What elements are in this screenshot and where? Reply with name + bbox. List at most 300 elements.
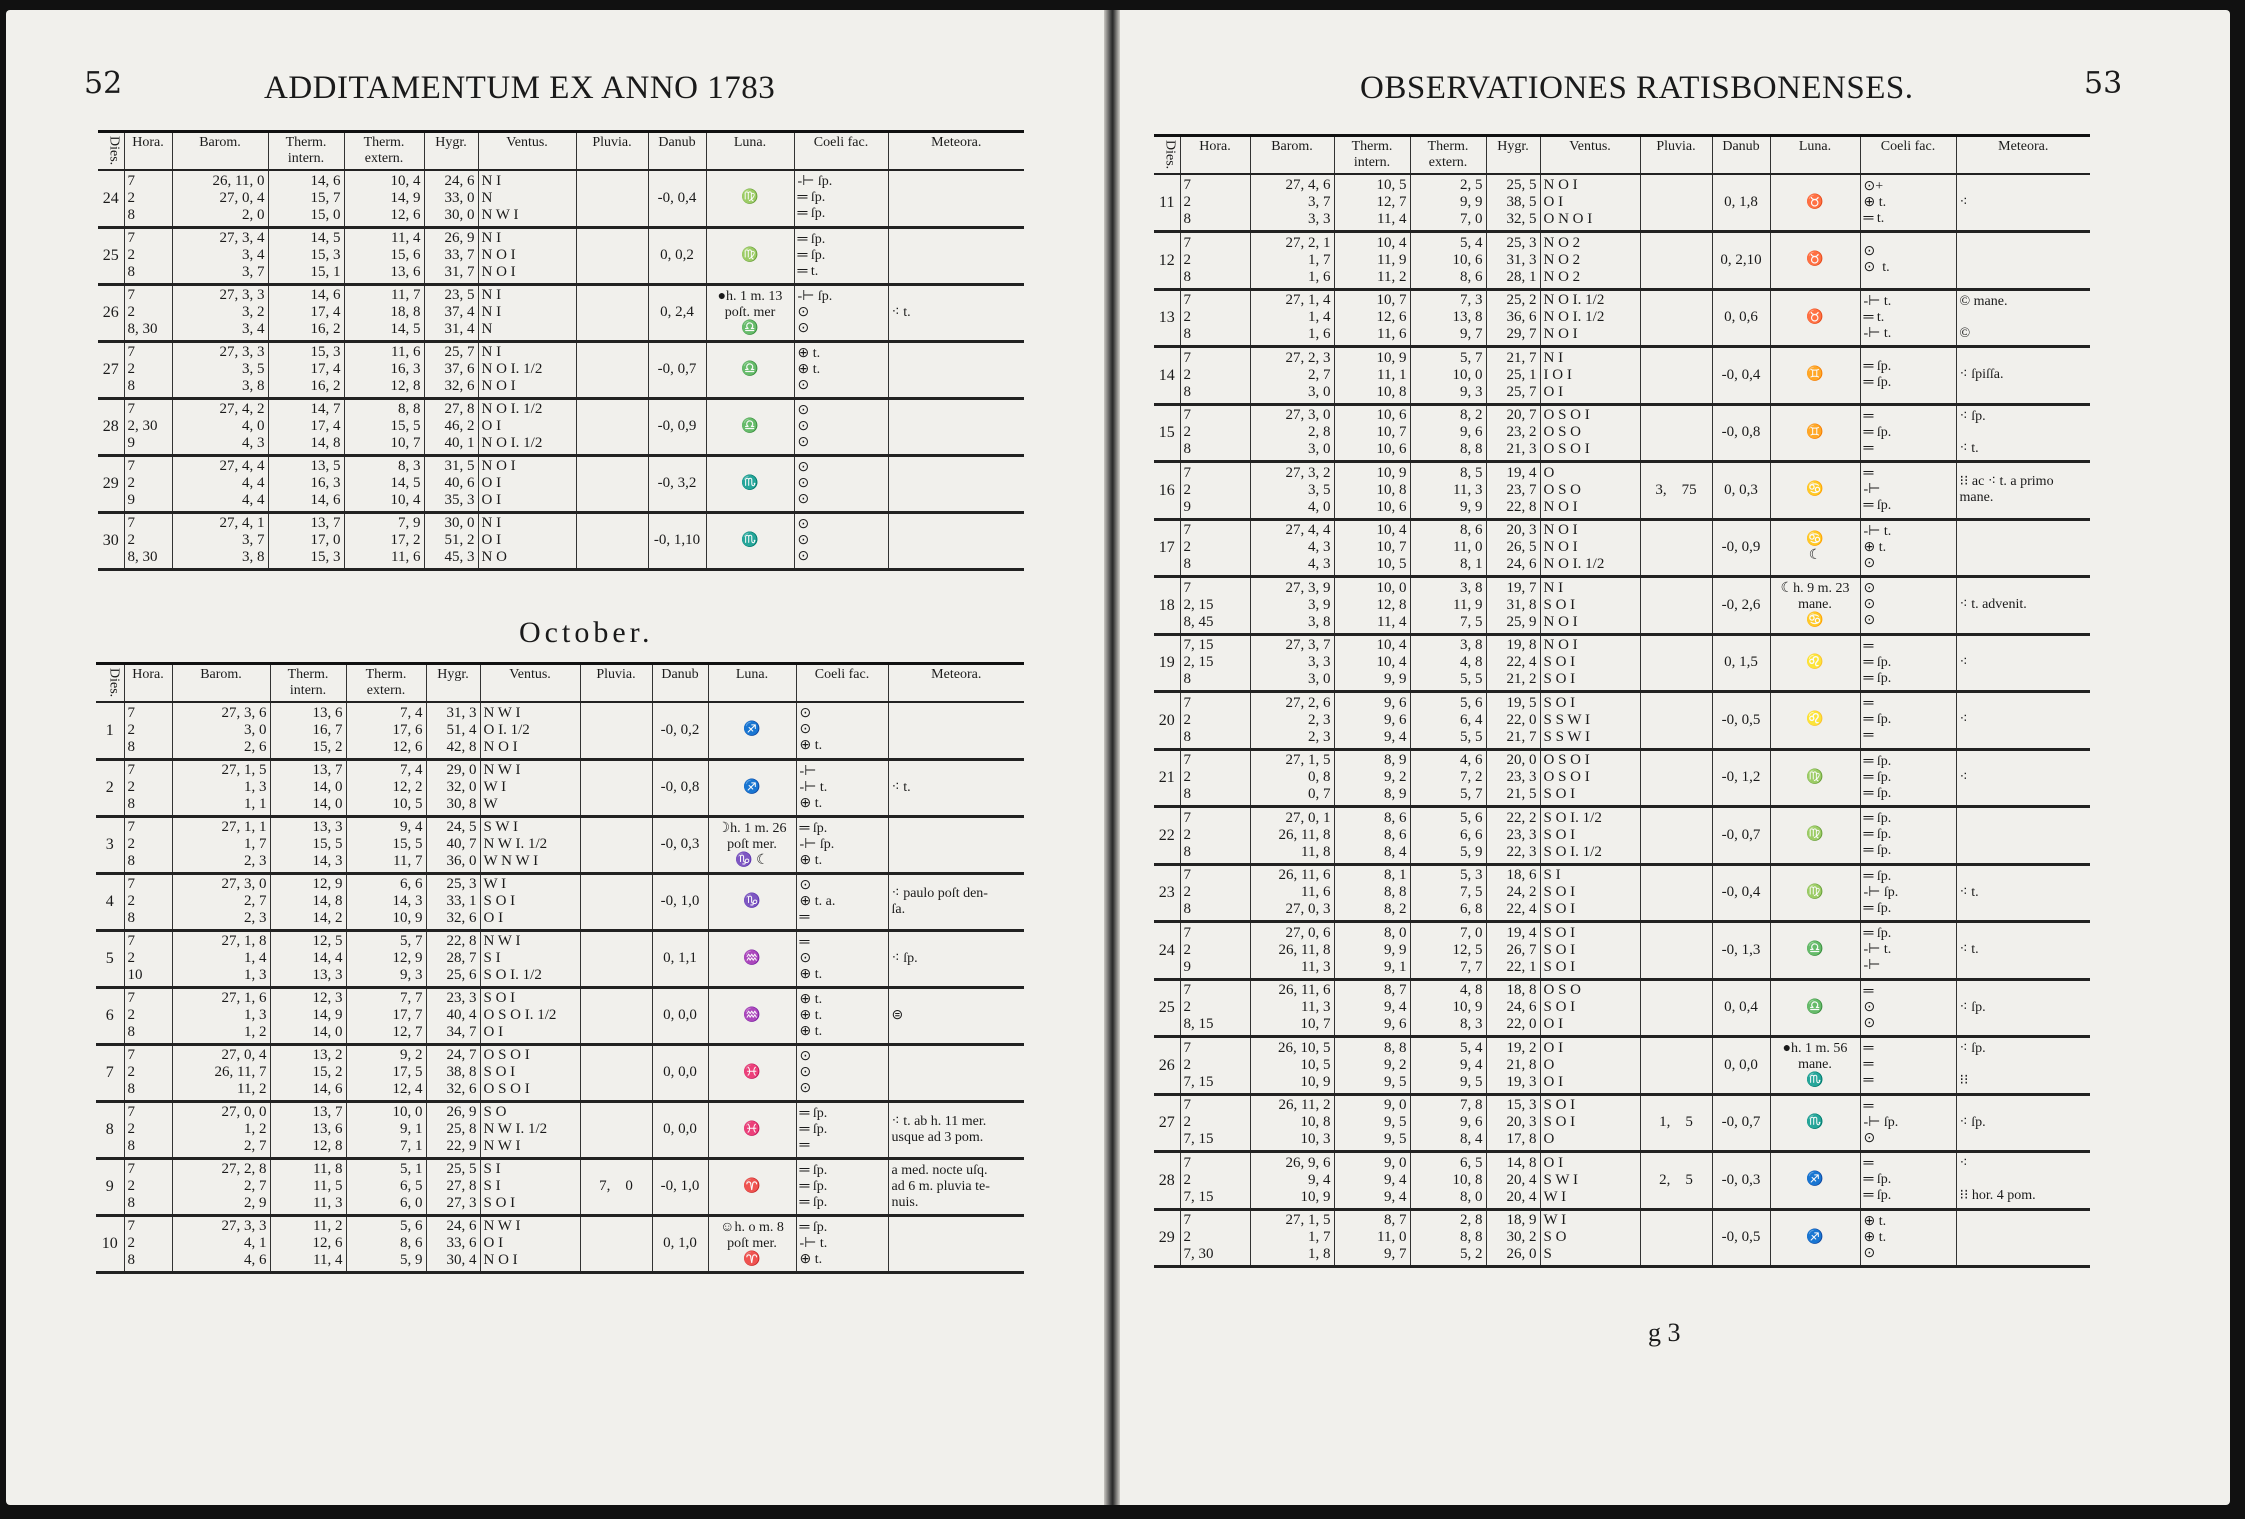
cell-hora: 7 2 9 <box>1180 462 1250 520</box>
header-row <box>96 664 1024 703</box>
cell-danub: -0, 0,9 <box>1712 519 1770 577</box>
cell-tin: 10, 5 12, 7 11, 4 <box>1334 174 1410 232</box>
column-header: Pluvia. <box>576 132 648 171</box>
cell-luna: ♍ <box>706 227 794 284</box>
cell-met: ⁖ <box>1956 634 2090 692</box>
cell-barom: 27, 3, 3 3, 2 3, 4 <box>172 284 268 341</box>
table-october-cont <box>1154 134 2090 1268</box>
cell-tex: 11, 4 15, 6 13, 6 <box>344 227 424 284</box>
cell-hora: 7 2, 15 8, 45 <box>1180 577 1250 635</box>
cell-coeli: ═ ſp. ═ ſp. ═ <box>796 1101 888 1158</box>
column-header: Danub <box>1712 136 1770 175</box>
cell-danub: -0, 2,6 <box>1712 577 1770 635</box>
signature-mark: g 3 <box>1648 1318 1681 1347</box>
cell-luna: ☺h. o m. 8 poſt mer. ♈ <box>708 1215 796 1272</box>
cell-barom: 27, 1, 5 0, 8 0, 7 <box>1250 749 1334 807</box>
cell-met <box>1956 807 2090 865</box>
cell-day: 7 <box>96 1044 124 1101</box>
cell-hora: 7 2 8 <box>124 987 172 1044</box>
cell-day: 30 <box>98 512 124 569</box>
table-row <box>96 1101 1024 1158</box>
column-header: Meteora. <box>888 664 1024 703</box>
cell-danub: 0, 0,3 <box>1712 462 1770 520</box>
column-header: Therm. intern. <box>268 132 344 171</box>
cell-hygr: 19, 8 22, 4 21, 2 <box>1486 634 1540 692</box>
cell-tex: 5, 4 10, 6 8, 6 <box>1410 232 1486 290</box>
table-row <box>96 702 1024 759</box>
cell-met: ⁖ ſp. <box>1956 979 2090 1037</box>
page-number: 52 <box>84 66 123 101</box>
cell-danub: -0, 0,4 <box>648 170 706 227</box>
cell-coeli: ═ ſp. ═ ſp. ═ ſp. <box>796 1158 888 1215</box>
cell-tin: 13, 6 16, 7 15, 2 <box>270 702 346 759</box>
cell-pluv <box>576 284 648 341</box>
cell-day: 20 <box>1154 692 1180 750</box>
cell-day: 24 <box>1154 922 1180 980</box>
cell-barom: 27, 0, 6 26, 11, 8 11, 3 <box>1250 922 1334 980</box>
cell-pluv <box>576 455 648 512</box>
cell-met: ⁖ t. <box>888 759 1024 816</box>
cell-pluv <box>1640 1209 1712 1267</box>
cell-coeli: ═ ═ ſp. ═ ſp. <box>1860 634 1956 692</box>
cell-luna: ♊ <box>1770 404 1860 462</box>
cell-day: 19 <box>1154 634 1180 692</box>
cell-day: 28 <box>98 398 124 455</box>
cell-day: 26 <box>1154 1037 1180 1095</box>
cell-tex: 6, 5 10, 8 8, 0 <box>1410 1152 1486 1210</box>
cell-luna: ♋ ☾ <box>1770 519 1860 577</box>
cell-tin: 12, 5 14, 4 13, 3 <box>270 930 346 987</box>
column-header: Barom. <box>172 132 268 171</box>
cell-pluv <box>576 341 648 398</box>
column-header: Hygr. <box>1486 136 1540 175</box>
cell-pluv <box>1640 577 1712 635</box>
cell-pluv <box>1640 922 1712 980</box>
cell-luna: ●h. 1 m. 56 mane. ♏ <box>1770 1037 1860 1095</box>
cell-tin: 10, 6 10, 7 10, 6 <box>1334 404 1410 462</box>
cell-met: ⁖ <box>1956 174 2090 232</box>
cell-tex: 11, 6 16, 3 12, 8 <box>344 341 424 398</box>
cell-tex: 4, 6 7, 2 5, 7 <box>1410 749 1486 807</box>
cell-barom: 27, 0, 1 26, 11, 8 11, 8 <box>1250 807 1334 865</box>
cell-tex: 9, 4 15, 5 11, 7 <box>346 816 426 873</box>
cell-danub: -0, 1,0 <box>652 1158 708 1215</box>
cell-day: 25 <box>98 227 124 284</box>
cell-barom: 27, 1, 5 1, 3 1, 1 <box>172 759 270 816</box>
cell-barom: 27, 0, 0 1, 2 2, 7 <box>172 1101 270 1158</box>
table-row <box>98 398 1024 455</box>
cell-pluv <box>1640 692 1712 750</box>
cell-danub: -0, 0,8 <box>652 759 708 816</box>
observation-table <box>96 662 1024 1274</box>
cell-hygr: 26, 9 25, 8 22, 9 <box>426 1101 480 1158</box>
cell-met <box>888 816 1024 873</box>
cell-hygr: 27, 8 46, 2 40, 1 <box>424 398 478 455</box>
cell-hora: 7 2 8, 30 <box>124 284 172 341</box>
cell-tin: 12, 3 14, 9 14, 0 <box>270 987 346 1044</box>
cell-met <box>888 398 1024 455</box>
cell-tin: 12, 9 14, 8 14, 2 <box>270 873 346 930</box>
cell-hygr: 31, 5 40, 6 35, 3 <box>424 455 478 512</box>
column-header: Ventus. <box>480 664 580 703</box>
cell-tin: 13, 7 17, 0 15, 3 <box>268 512 344 569</box>
table-row <box>1154 1209 2090 1267</box>
cell-tex: 2, 8 8, 8 5, 2 <box>1410 1209 1486 1267</box>
cell-pluv: 7, 0 <box>580 1158 652 1215</box>
cell-pluv <box>1640 404 1712 462</box>
cell-coeli: -⊢ ſp. ═ ſp. ═ ſp. <box>794 170 888 227</box>
cell-pluv <box>1640 232 1712 290</box>
cell-hygr: 14, 8 20, 4 20, 4 <box>1486 1152 1540 1210</box>
cell-barom: 27, 3, 2 3, 5 4, 0 <box>1250 462 1334 520</box>
cell-day: 23 <box>1154 864 1180 922</box>
cell-tex: 9, 2 17, 5 12, 4 <box>346 1044 426 1101</box>
cell-coeli: ═ ⊙ ⊙ <box>1860 979 1956 1037</box>
cell-hora: 7 2 8 <box>124 170 172 227</box>
cell-day: 25 <box>1154 979 1180 1037</box>
cell-hora: 7 2 8 <box>1180 692 1250 750</box>
book-gutter <box>1104 10 1120 1505</box>
cell-tex: 3, 8 4, 8 5, 5 <box>1410 634 1486 692</box>
cell-luna: ♉ <box>1770 232 1860 290</box>
table-row <box>98 455 1024 512</box>
cell-met <box>888 1044 1024 1101</box>
table-row <box>1154 979 2090 1037</box>
cell-day: 22 <box>1154 807 1180 865</box>
cell-tex: 7, 8 9, 6 8, 4 <box>1410 1094 1486 1152</box>
cell-pluv <box>580 816 652 873</box>
cell-day: 4 <box>96 873 124 930</box>
cell-luna: ♉ <box>1770 174 1860 232</box>
cell-tex: 10, 0 9, 1 7, 1 <box>346 1101 426 1158</box>
cell-barom: 27, 4, 2 4, 0 4, 3 <box>172 398 268 455</box>
cell-vent: N I S O I N O I <box>1540 577 1640 635</box>
cell-vent: O I O O I <box>1540 1037 1640 1095</box>
cell-vent: O S O I S O I O S O I <box>480 1044 580 1101</box>
cell-met: ⁖ <box>1956 749 2090 807</box>
cell-coeli: ═ ſp. -⊢ ſp. ⊕ t. <box>796 816 888 873</box>
cell-danub: -0, 1,10 <box>648 512 706 569</box>
column-header: Danub <box>648 132 706 171</box>
cell-danub: -0, 0,5 <box>1712 1209 1770 1267</box>
cell-vent: O S O I O S O I S O I <box>1540 749 1640 807</box>
cell-tin: 10, 9 11, 1 10, 8 <box>1334 347 1410 405</box>
cell-tex: 7, 7 17, 7 12, 7 <box>346 987 426 1044</box>
cell-day: 27 <box>1154 1094 1180 1152</box>
cell-coeli: ⊙ ⊙ ⊙ <box>794 455 888 512</box>
cell-tex: 5, 3 7, 5 6, 8 <box>1410 864 1486 922</box>
cell-met: ⁖ ſp. <box>1956 1094 2090 1152</box>
column-header: Therm. extern. <box>344 132 424 171</box>
cell-met: ⁖ <box>1956 692 2090 750</box>
cell-met <box>1956 232 2090 290</box>
cell-vent: W I S O S <box>1540 1209 1640 1267</box>
cell-hora: 7 2 8 <box>124 816 172 873</box>
cell-hygr: 24, 5 40, 7 36, 0 <box>426 816 480 873</box>
cell-vent: S O I S O I O <box>1540 1094 1640 1152</box>
cell-luna: ♍ <box>1770 864 1860 922</box>
cell-coeli: ═ ⊙ ⊕ t. <box>796 930 888 987</box>
cell-pluv <box>580 1101 652 1158</box>
cell-tex: 7, 4 17, 6 12, 6 <box>346 702 426 759</box>
table-row <box>98 284 1024 341</box>
column-header: Barom. <box>172 664 270 703</box>
cell-luna: ♐ <box>708 702 796 759</box>
cell-pluv <box>1640 979 1712 1037</box>
cell-luna: ♎ <box>706 341 794 398</box>
cell-pluv <box>576 227 648 284</box>
cell-day: 24 <box>98 170 124 227</box>
cell-coeli: ⊙ ⊙ ⊙ <box>794 512 888 569</box>
cell-pluv <box>1640 749 1712 807</box>
cell-pluv <box>580 987 652 1044</box>
cell-tin: 8, 7 9, 4 9, 6 <box>1334 979 1410 1037</box>
cell-met: ⁖ t. <box>1956 922 2090 980</box>
cell-day: 29 <box>98 455 124 512</box>
cell-met: © mane. © <box>1956 289 2090 347</box>
column-header: Luna. <box>1770 136 1860 175</box>
cell-hygr: 20, 0 23, 3 21, 5 <box>1486 749 1540 807</box>
cell-luna: ♑ <box>708 873 796 930</box>
cell-met: ⁖ t. advenit. <box>1956 577 2090 635</box>
table-row <box>1154 864 2090 922</box>
cell-met <box>888 170 1024 227</box>
cell-luna: ♐ <box>708 759 796 816</box>
header-row <box>1154 136 2090 175</box>
cell-hygr: 25, 5 38, 5 32, 5 <box>1486 174 1540 232</box>
cell-danub: -0, 1,0 <box>652 873 708 930</box>
cell-hygr: 22, 8 28, 7 25, 6 <box>426 930 480 987</box>
cell-vent: S W I N W I. 1/2 W N W I <box>480 816 580 873</box>
month-title: October. <box>519 616 654 649</box>
column-header: Danub <box>652 664 708 703</box>
cell-hora: 7 2 8 <box>1180 807 1250 865</box>
cell-tin: 13, 7 14, 0 14, 0 <box>270 759 346 816</box>
cell-pluv <box>576 170 648 227</box>
cell-vent: N I N O I N O I <box>478 227 576 284</box>
cell-hora: 7 2 8 <box>124 1215 172 1272</box>
cell-day: 6 <box>96 987 124 1044</box>
cell-tex: 7, 4 12, 2 10, 5 <box>346 759 426 816</box>
cell-vent: N W I O I. 1/2 N O I <box>480 702 580 759</box>
cell-luna: ♌ <box>1770 692 1860 750</box>
cell-coeli: ═ ═ ſp. ═ <box>1860 404 1956 462</box>
cell-tex: 8, 5 11, 3 9, 9 <box>1410 462 1486 520</box>
cell-coeli: ═ ſp. ═ ſp. <box>1860 347 1956 405</box>
cell-day: 14 <box>1154 347 1180 405</box>
cell-barom: 27, 1, 4 1, 4 1, 6 <box>1250 289 1334 347</box>
cell-barom: 27, 3, 0 2, 8 3, 0 <box>1250 404 1334 462</box>
cell-vent: N O I. 1/2 N O I. 1/2 N O I <box>1540 289 1640 347</box>
cell-tin: 8, 9 9, 2 8, 9 <box>1334 749 1410 807</box>
cell-tin: 9, 0 9, 4 9, 4 <box>1334 1152 1410 1210</box>
cell-hygr: 20, 7 23, 2 21, 3 <box>1486 404 1540 462</box>
cell-hora: 7 2 8 <box>124 227 172 284</box>
table-row <box>1154 1094 2090 1152</box>
cell-tex: 11, 7 18, 8 14, 5 <box>344 284 424 341</box>
cell-danub: -0, 0,3 <box>1712 1152 1770 1210</box>
cell-tex: 4, 8 10, 9 8, 3 <box>1410 979 1486 1037</box>
cell-hora: 7 2 8 <box>124 1101 172 1158</box>
cell-day: 9 <box>96 1158 124 1215</box>
table-row <box>1154 749 2090 807</box>
cell-hora: 7 2 7, 30 <box>1180 1209 1250 1267</box>
cell-day: 15 <box>1154 404 1180 462</box>
cell-met <box>888 341 1024 398</box>
cell-hora: 7 2 10 <box>124 930 172 987</box>
cell-tex: 5, 7 12, 9 9, 3 <box>346 930 426 987</box>
cell-luna: ♌ <box>1770 634 1860 692</box>
cell-met: ⁖ ⁝⁝ hor. 4 pom. <box>1956 1152 2090 1210</box>
cell-coeli: ═ -⊢ ſp. ⊙ <box>1860 1094 1956 1152</box>
cell-vent: N I N N W I <box>478 170 576 227</box>
table-row <box>98 170 1024 227</box>
cell-pluv <box>1640 347 1712 405</box>
cell-barom: 27, 1, 5 1, 7 1, 8 <box>1250 1209 1334 1267</box>
cell-vent: S O I. 1/2 S O I S O I. 1/2 <box>1540 807 1640 865</box>
cell-tin: 10, 0 12, 8 11, 4 <box>1334 577 1410 635</box>
cell-vent: N O I O I O I <box>478 455 576 512</box>
cell-barom: 27, 2, 3 2, 7 3, 0 <box>1250 347 1334 405</box>
cell-tin: 14, 6 17, 4 16, 2 <box>268 284 344 341</box>
cell-day: 3 <box>96 816 124 873</box>
cell-tin: 13, 2 15, 2 14, 6 <box>270 1044 346 1101</box>
cell-coeli: ═ ſp. -⊢ ſp. ═ ſp. <box>1860 864 1956 922</box>
cell-danub: -0, 0,8 <box>1712 404 1770 462</box>
cell-met: ⁖ t. ab h. 11 mer. usque ad 3 pom. <box>888 1101 1024 1158</box>
column-header: Meteora. <box>1956 136 2090 175</box>
cell-pluv <box>1640 1037 1712 1095</box>
cell-tin: 10, 4 11, 9 11, 2 <box>1334 232 1410 290</box>
observation-table <box>98 130 1024 571</box>
cell-tin: 14, 5 15, 3 15, 1 <box>268 227 344 284</box>
cell-luna: ♍ <box>1770 807 1860 865</box>
cell-pluv <box>580 873 652 930</box>
cell-pluv <box>580 1215 652 1272</box>
header-row <box>98 132 1024 171</box>
column-header: Luna. <box>708 664 796 703</box>
cell-vent: S I S O I S O I <box>1540 864 1640 922</box>
cell-tex: 7, 3 13, 8 9, 7 <box>1410 289 1486 347</box>
cell-tex: 5, 6 8, 6 5, 9 <box>346 1215 426 1272</box>
cell-hora: 7 2 9 <box>124 455 172 512</box>
cell-coeli: ═ ═ ═ <box>1860 1037 1956 1095</box>
cell-vent: S O N W I. 1/2 N W I <box>480 1101 580 1158</box>
cell-coeli: ⊙ ⊙ ⊙ <box>796 1044 888 1101</box>
cell-danub: -0, 0,4 <box>1712 347 1770 405</box>
cell-tin: 10, 4 10, 7 10, 5 <box>1334 519 1410 577</box>
cell-met: ⁖ ſp. <box>888 930 1024 987</box>
cell-vent: S O I S O I S O I <box>1540 922 1640 980</box>
cell-danub: -0, 0,5 <box>1712 692 1770 750</box>
table-row <box>96 816 1024 873</box>
page-number: 53 <box>2084 66 2123 101</box>
cell-luna: ♒ <box>708 930 796 987</box>
cell-vent: N I N O I. 1/2 N O I <box>478 341 576 398</box>
cell-tin: 10, 4 10, 4 9, 9 <box>1334 634 1410 692</box>
cell-met: ⊜ <box>888 987 1024 1044</box>
cell-barom: 27, 0, 4 26, 11, 7 11, 2 <box>172 1044 270 1101</box>
cell-pluv <box>1640 519 1712 577</box>
cell-barom: 27, 1, 6 1, 3 1, 2 <box>172 987 270 1044</box>
cell-vent: N O I O I O N O I <box>1540 174 1640 232</box>
cell-coeli: -⊢ t. ⊕ t. ⊙ <box>1860 519 1956 577</box>
cell-vent: N I N I N <box>478 284 576 341</box>
table-row <box>1154 634 2090 692</box>
cell-luna: ♉ <box>1770 289 1860 347</box>
cell-day: 2 <box>96 759 124 816</box>
cell-barom: 26, 10, 5 10, 5 10, 9 <box>1250 1037 1334 1095</box>
cell-luna: ♏ <box>706 512 794 569</box>
cell-danub: -0, 0,2 <box>652 702 708 759</box>
cell-coeli: ⊙+ ⊕ t. ═ t. <box>1860 174 1956 232</box>
cell-danub: -0, 0,3 <box>652 816 708 873</box>
cell-coeli: ═ ſp. ═ ſp. ═ t. <box>794 227 888 284</box>
cell-luna: ☽h. 1 m. 26 poſt mer. ♑ ☾ <box>708 816 796 873</box>
table-row <box>1154 807 2090 865</box>
column-header: Coeli fac. <box>1860 136 1956 175</box>
cell-hygr: 25, 2 36, 6 29, 7 <box>1486 289 1540 347</box>
cell-hygr: 25, 3 33, 1 32, 6 <box>426 873 480 930</box>
cell-pluv <box>576 398 648 455</box>
cell-tex: 7, 0 12, 5 7, 7 <box>1410 922 1486 980</box>
cell-danub: 0, 1,8 <box>1712 174 1770 232</box>
cell-coeli: ⊕ t. ⊕ t. ⊕ t. <box>796 987 888 1044</box>
cell-met <box>888 227 1024 284</box>
running-header: OBSERVATIONES RATISBONENSES. <box>1360 70 1914 106</box>
table-row <box>96 1158 1024 1215</box>
cell-tin: 13, 5 16, 3 14, 6 <box>268 455 344 512</box>
column-header: Therm. intern. <box>1334 136 1410 175</box>
table-row <box>1154 1037 2090 1095</box>
cell-danub: -0, 3,2 <box>648 455 706 512</box>
table-row <box>98 512 1024 569</box>
cell-day: 28 <box>1154 1152 1180 1210</box>
cell-hora: 7 2 9 <box>1180 922 1250 980</box>
cell-met: ⁖ t. <box>888 284 1024 341</box>
cell-luna: ♎ <box>1770 979 1860 1037</box>
cell-hygr: 19, 2 21, 8 19, 3 <box>1486 1037 1540 1095</box>
column-header: Dies. <box>96 664 124 703</box>
cell-danub: 0, 1,0 <box>652 1215 708 1272</box>
right-page <box>1120 10 2230 1505</box>
table-row <box>1154 347 2090 405</box>
cell-hygr: 19, 7 31, 8 25, 9 <box>1486 577 1540 635</box>
cell-coeli: ═ ═ ſp. ═ <box>1860 692 1956 750</box>
cell-hygr: 25, 7 37, 6 32, 6 <box>424 341 478 398</box>
cell-barom: 27, 4, 6 3, 7 3, 3 <box>1250 174 1334 232</box>
cell-hora: 7 2 8 <box>1180 864 1250 922</box>
cell-vent: S I S I S O I <box>480 1158 580 1215</box>
cell-danub: -0, 0,4 <box>1712 864 1770 922</box>
cell-vent: O S O S O I O I <box>1540 979 1640 1037</box>
cell-day: 29 <box>1154 1209 1180 1267</box>
cell-vent: O I S W I W I <box>1540 1152 1640 1210</box>
cell-met: ⁖ t. <box>1956 864 2090 922</box>
cell-barom: 27, 3, 0 2, 7 2, 3 <box>172 873 270 930</box>
cell-pluv <box>1640 289 1712 347</box>
cell-danub: 0, 0,0 <box>652 1101 708 1158</box>
cell-danub: -0, 1,2 <box>1712 749 1770 807</box>
cell-vent: N O I N O I N O I. 1/2 <box>1540 519 1640 577</box>
cell-coeli: ═ ═ ſp. ═ ſp. <box>1860 1152 1956 1210</box>
cell-barom: 27, 1, 8 1, 4 1, 3 <box>172 930 270 987</box>
cell-barom: 27, 2, 6 2, 3 2, 3 <box>1250 692 1334 750</box>
cell-tin: 8, 6 8, 6 8, 4 <box>1334 807 1410 865</box>
table-row <box>98 227 1024 284</box>
cell-barom: 26, 11, 6 11, 6 27, 0, 3 <box>1250 864 1334 922</box>
column-header: Hora. <box>124 664 172 703</box>
